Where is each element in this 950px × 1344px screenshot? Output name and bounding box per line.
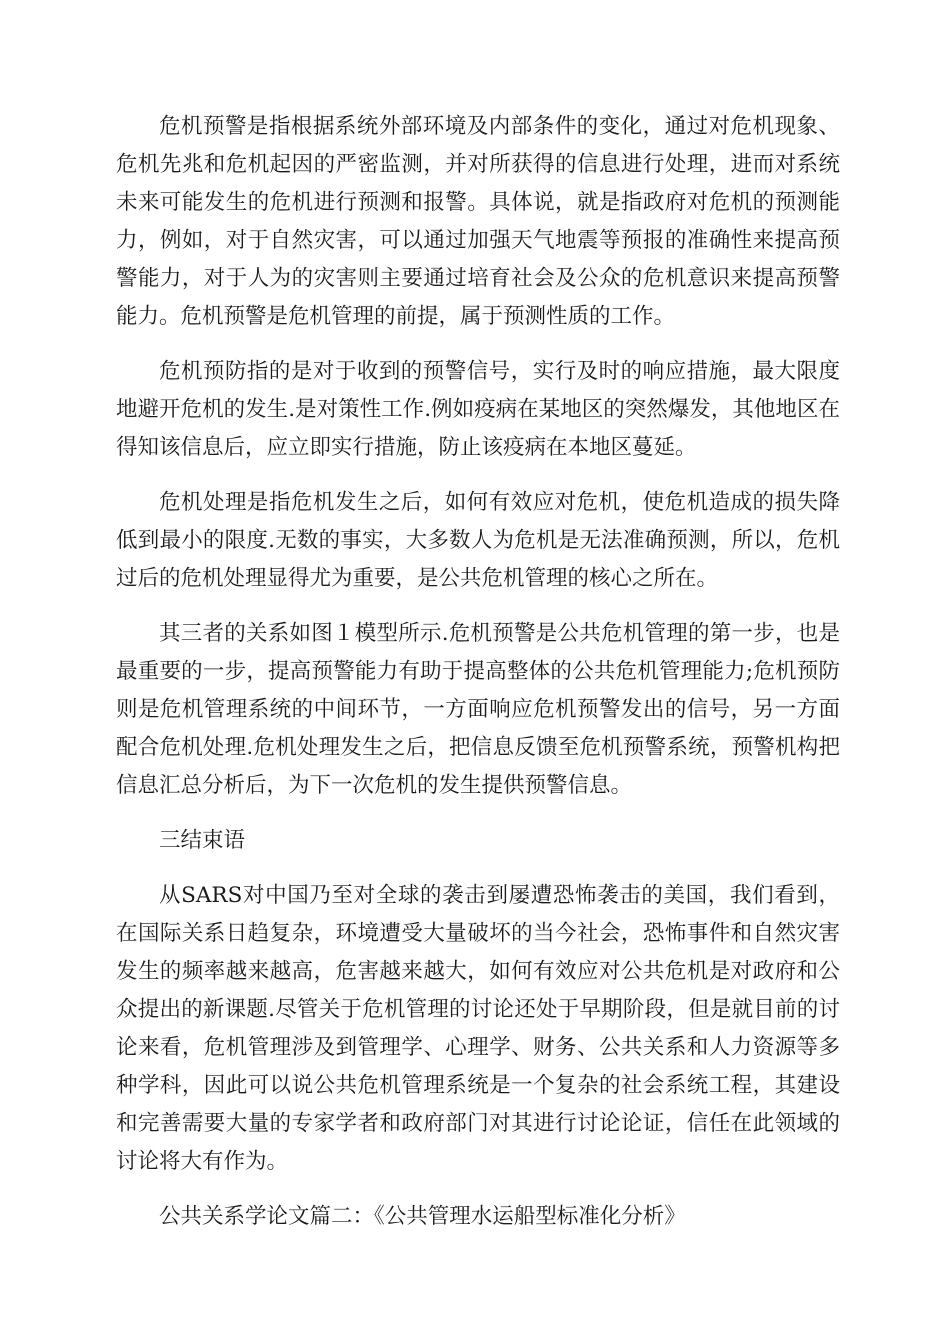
paragraph-crisis-prevention: 危机预防指的是对于收到的预警信号，实行及时的响应措施，最大限度地避开危机的发生.是对策性工作.例如疫病在某地区的突然爆发，其他地区在得知该信息后，应立即实行措施，防止该疫病在本地区蔓延。	[116, 359, 840, 460]
document-page	[116, 108, 840, 1253]
paragraph-crisis-handling: 危机处理是指危机发生之后，如何有效应对危机，使危机造成的损失降低到最小的限度.无数的事实，大多数人为危机是无法准确预测，所以，危机过后的危机处理显得尤为重要，是公共危机管理的核心之所在。	[116, 490, 840, 591]
paragraph-relationship: 其三者的关系如图１模型所示.危机预警是公共危机管理的第一步，也是最重要的一步，提高预警能力有助于提高整体的公共危机管理能力;危机预防则是危机管理系统的中间环节，一方面响应危机预警发出的信号，另一方面配合危机处理.危机处理发生之后，把信息反馈至危机预警系统，预警机构把信息汇总分析后，为下一次危机的发生提供预警信息。	[116, 621, 840, 798]
paragraph-crisis-warning: 危机预警是指根据系统外部环境及内部条件的变化，通过对危机现象、危机先兆和危机起因的严密监测，并对所获得的信息进行处理，进而对系统未来可能发生的危机进行预测和报警。具体说，就是指政府对危机的预测能力，例如，对于自然灾害，可以通过加强天气地震等预报的准确性来提高预警能力，对于人为的灾害则主要通过培育社会及公众的危机意识来提高预警能力。危机预警是危机管理的前提，属于预测性质的工作。	[116, 114, 840, 329]
next-article-title: 公共关系学论文篇二：《公共管理水运船型标准化分析》	[159, 1204, 686, 1229]
paragraph-conclusion: 从SARS对中国乃至对全球的袭击到屡遭恐怖袭击的美国，我们看到，在国际关系日趋复杂，环境遭受大量破坏的当今社会，恐怖事件和自然灾害发生的频率越来越高，危害越来越大，如何有效应对公共危机是对政府和公众提出的新课题.尽管关于危机管理的讨论还处于早期阶段，但是就目前的讨论来看，危机管理涉及到管理学、心理学、财务、公共关系和人力资源等多种学科，因此可以说公共危机管理系统是一个复杂的社会系统工程，其建设和完善需要大量的专家学者和政府部门对其进行讨论论证，信任在此领域的讨论将大有作为。	[116, 883, 840, 1174]
section-heading-conclusion: 三结束语	[159, 828, 246, 853]
